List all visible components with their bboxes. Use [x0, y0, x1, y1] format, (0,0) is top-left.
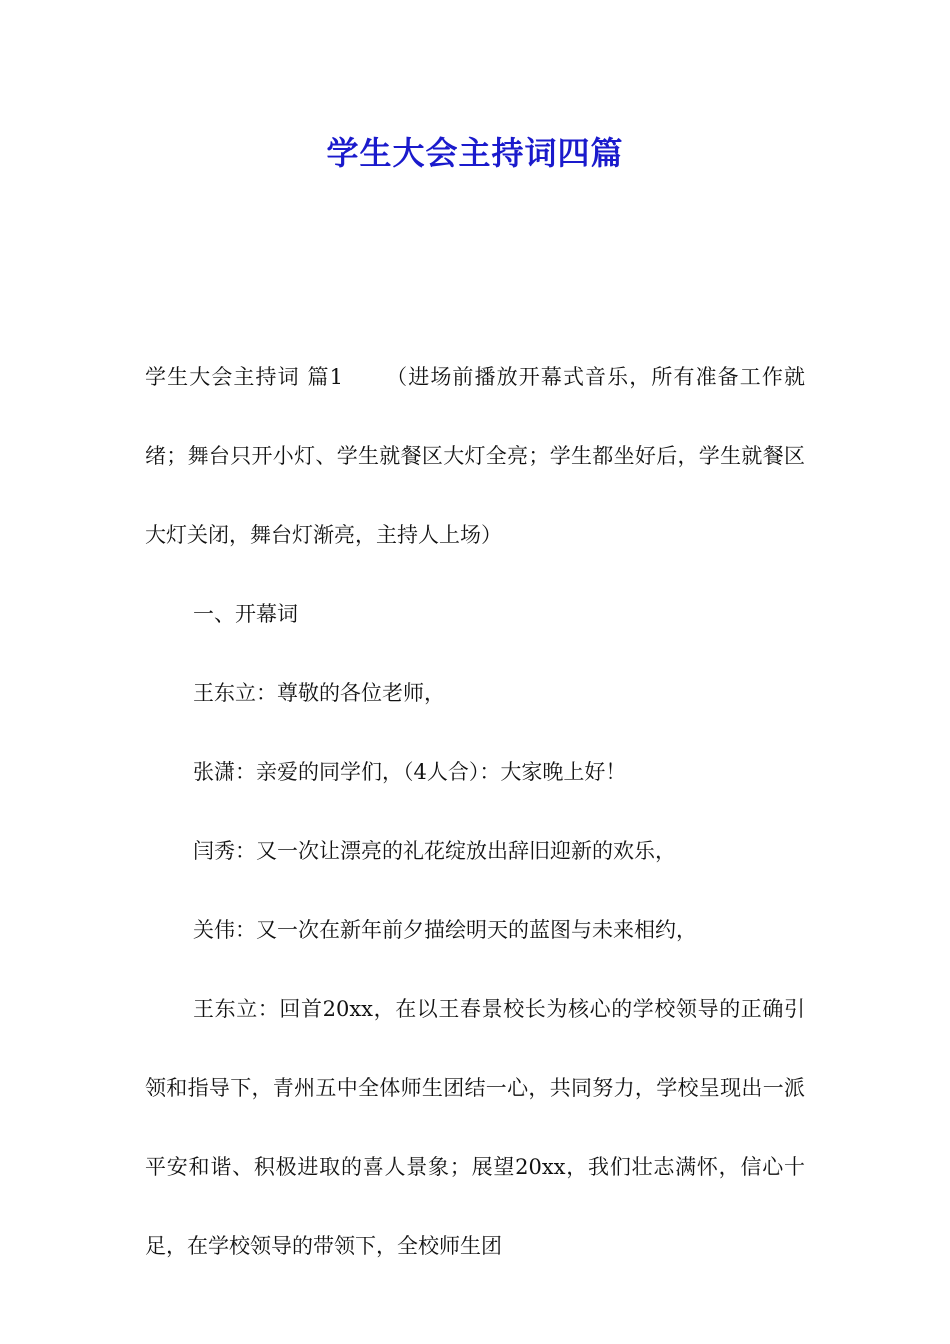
dialogue-line: 张潇：亲爱的同学们，（4人合）：大家晚上好！ — [193, 760, 627, 784]
dialogue-line: 王东立：回首20xx，在以王春景校长为核心的学校领导的正确引领和指导下，青州五中全体师生团结一心，共同努力，学校呈现出一派平安和谐、积极进取的喜人景象；展望20xx，我们壮志满怀，信心十足，在学校领导的带领下，全校师生团 — [145, 997, 805, 1258]
dialogue-line: 王东立：尊敬的各位老师， — [193, 681, 445, 705]
document-body — [145, 338, 805, 1286]
intro-paragraph — [145, 338, 805, 575]
dialogue-line: 关伟：又一次在新年前夕描绘明天的蓝图与未来相约， — [193, 918, 697, 942]
section-heading: 学生大会主持词 篇1 — [145, 365, 343, 389]
dialogue-line: 闫秀：又一次让漂亮的礼花绽放出辞旧迎新的欢乐， — [193, 839, 676, 863]
subheading-opening: 一、开幕词 — [193, 602, 298, 626]
document-title: 学生大会主持词四篇 — [326, 134, 624, 172]
stage-direction: （进场前播放开幕式音乐，所有准备工作就绪；舞台只开小灯、学生就餐区大灯全亮；学生都坐好后，学生就餐区大灯关闭，舞台灯渐亮，主持人上场） — [145, 365, 806, 547]
